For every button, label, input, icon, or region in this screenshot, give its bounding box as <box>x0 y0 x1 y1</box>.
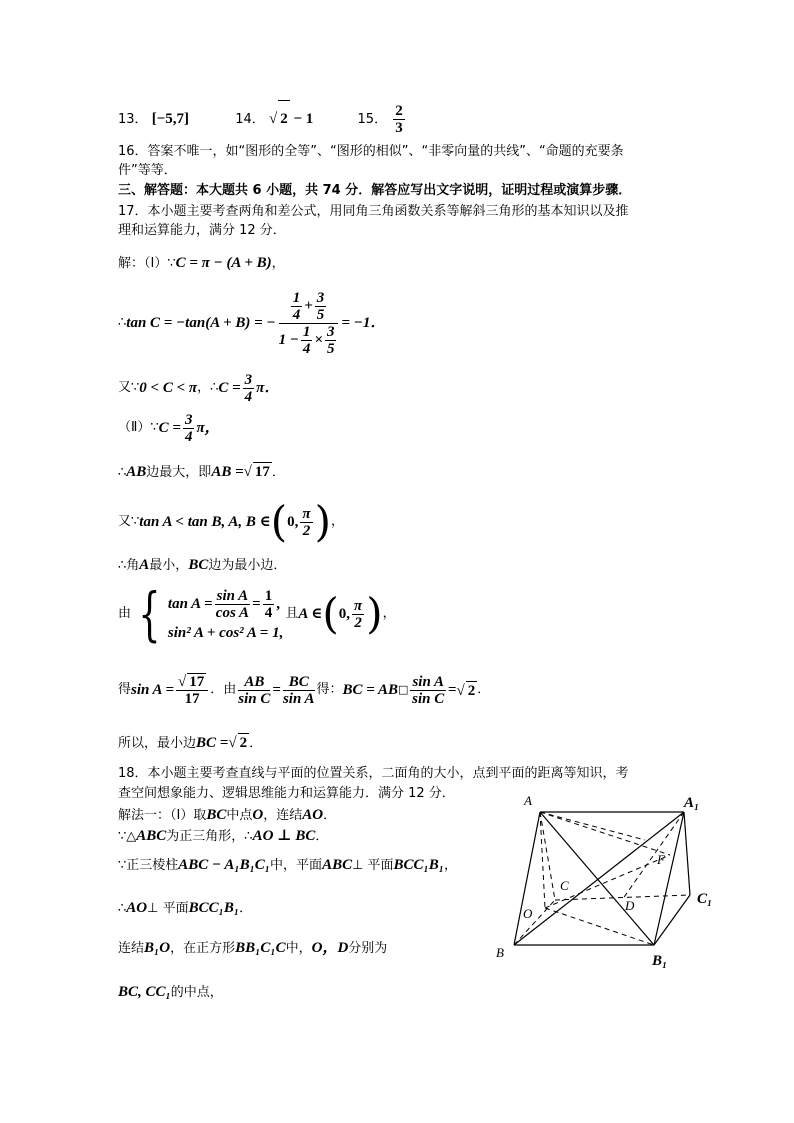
q14-radicand: 2 <box>278 100 290 137</box>
step2-f3 <box>301 324 313 357</box>
section3-heading: 三、解答题：本大题共 6 小题，共 74 分．解答应写出文字说明，证明过程或演算步骤． <box>118 183 632 198</box>
step2-f2-den: 5 <box>316 306 325 323</box>
step2-times: × <box>314 331 323 348</box>
q17-step2 <box>118 287 385 359</box>
step4-eq: C = <box>158 420 181 436</box>
step10-end: ． <box>249 736 263 751</box>
step6-prefix: 又∵ <box>118 514 140 529</box>
step6-end: ， <box>331 514 345 529</box>
label-C: C <box>560 878 569 893</box>
label-B1: B₁ <box>652 953 668 969</box>
step2-big-denominator <box>279 324 339 357</box>
q18-m2 <box>118 827 328 846</box>
step5-prefix: ∴ <box>118 465 127 480</box>
m4-ao: AO <box>126 900 148 916</box>
step1-prefix: 解：（Ⅰ）∵ <box>118 256 176 271</box>
step2-f3-den: 4 <box>302 340 311 357</box>
step3-den: 4 <box>244 388 253 405</box>
m2-mid: 为正三角形，∴ <box>166 829 253 844</box>
step5-text: 边最大，即 <box>146 465 212 480</box>
step3-num: 3 <box>244 371 253 388</box>
step9-bc: BC = AB <box>342 682 399 698</box>
step3-fraction <box>243 372 255 405</box>
row1-trig-fraction <box>215 588 251 621</box>
m1-bc: BC <box>206 807 227 823</box>
m4-mid: ⊥ 平面 <box>147 901 189 916</box>
q15-numerator: 2 <box>395 103 403 119</box>
q18-m1 <box>118 806 336 825</box>
label-A: A <box>524 793 532 808</box>
step7-mid: 最小， <box>149 558 189 573</box>
row1-num: sin A <box>216 587 249 604</box>
q13-answer: [−5,7] <box>151 111 189 127</box>
step6-fraction <box>300 506 312 539</box>
m1-ao: AO <box>302 807 324 823</box>
step10-prefix: 所以，最小边 <box>118 736 197 751</box>
m6-points: BC, CC₁ <box>118 984 171 1000</box>
q17-step3 <box>118 370 279 406</box>
m2-end: ． <box>315 829 329 844</box>
step8-ain: A ∈ <box>298 606 323 622</box>
step2-den-prefix: 1 − <box>278 331 299 348</box>
step9-f2 <box>283 674 315 707</box>
step4-fraction <box>183 412 195 445</box>
q16-line1: 16．答案不唯一，如“图形的全等”、“图形的相似”、“非零向量的共线”、“命题的充要条 <box>118 144 624 159</box>
step9-de2: 得： <box>316 682 343 697</box>
step7-bc: BC <box>188 557 209 573</box>
step3-pi: π． <box>256 380 280 396</box>
label-F: F <box>657 852 665 867</box>
step9-you: ．由 <box>210 682 237 697</box>
step5-ab: AB <box>126 464 147 480</box>
label-D: D <box>625 898 635 913</box>
row1-value-fraction <box>263 588 275 621</box>
step6-expr: tan A < tan B, A, B ∈ <box>139 514 271 530</box>
step2-f1 <box>291 290 303 323</box>
label-O: O <box>523 906 533 921</box>
q15-denominator: 3 <box>395 120 403 136</box>
q17-step4 <box>118 410 220 446</box>
step8-lparen: ( <box>322 589 339 638</box>
step1-equation: C = π − (A + B) <box>175 255 272 271</box>
step2-big-numerator: $\frac{1}{4}$ + $\frac{3}{5}$ <box>279 290 339 324</box>
step8-end: ， <box>382 606 396 621</box>
step6-pi: π <box>302 505 311 522</box>
m2-prefix: ∵△ <box>118 829 137 844</box>
q17-step5 <box>118 462 285 482</box>
step10-radicand: 2 <box>239 735 248 751</box>
step9-eq: = <box>272 682 281 698</box>
m3-prefix: ∵正三棱柱 <box>118 858 179 873</box>
q17-step1 <box>118 254 285 273</box>
m3-prism: ABC − A₁B₁C₁ <box>178 857 271 873</box>
m5-prefix: 连结 <box>118 941 145 956</box>
m5-end: 分别为 <box>348 941 388 956</box>
q16-line2: 件”等等． <box>118 163 177 178</box>
step2-f2 <box>315 290 327 323</box>
m3-abc: ABC <box>322 857 353 873</box>
m1-mid: 中点 <box>226 808 253 823</box>
step9-sina: sin A = <box>131 682 175 698</box>
step7-prefix: ∴角 <box>118 558 140 573</box>
answers-row <box>118 100 407 136</box>
step8-fraction <box>352 598 364 631</box>
step8-row2: sin² A + cos² A = 1, <box>167 625 284 641</box>
step5-sqrt: √ 17 <box>243 464 270 480</box>
step9-box: □ <box>398 683 409 696</box>
step8-system <box>168 585 283 643</box>
step8-you: 由 <box>118 606 132 621</box>
step4-prefix: （Ⅱ）∵ <box>118 420 159 435</box>
m5-square: BB₁C₁C <box>235 940 286 956</box>
m1-prefix: 解法一：（Ⅰ）取 <box>118 808 207 823</box>
q17-intro-line2: 理和运算能力，满分 12 分． <box>118 223 286 238</box>
label-C1: C₁ <box>697 891 713 907</box>
step9-f3-num: sin A <box>412 673 444 690</box>
q17-intro-line1: 17．本小题主要考查两角和差公式，用同角三角函数关系等解斜三角形的基本知识以及推 <box>118 204 629 219</box>
step6-zero: 0, <box>287 514 299 530</box>
q13-number: 13． <box>118 112 148 127</box>
step9-f3 <box>410 674 446 707</box>
step2-f1-den: 4 <box>292 306 301 323</box>
step2-rhs: = −1． <box>341 315 386 331</box>
step9-sqrt-fraction <box>176 673 208 707</box>
prism-solid-edges <box>514 812 690 945</box>
step7-a: A <box>139 557 150 573</box>
q17-step6 <box>118 497 345 546</box>
q14-tail: − 1 <box>289 111 314 127</box>
step8-zero: 0, <box>338 606 351 622</box>
step9-sqrt: √ 2 <box>456 682 476 699</box>
m1-o: O <box>252 807 264 823</box>
step2-f2-num: 3 <box>316 289 325 306</box>
m2-abc: ABC <box>136 828 167 844</box>
prism-labels <box>496 793 712 969</box>
m1-mid2: ，连结 <box>263 808 303 823</box>
step2-f4-den: 5 <box>326 340 335 357</box>
step9-radicand: 2 <box>467 682 476 699</box>
q17-step10 <box>118 733 262 753</box>
step9-den: 17 <box>184 691 200 707</box>
step8-qie: 且 <box>285 606 299 621</box>
step3-eq: C = <box>218 380 241 396</box>
m3-end: ， <box>444 858 458 873</box>
step1-suffix: ， <box>271 256 285 271</box>
q18-intro-line2: 查空间想象能力、逻辑思维能力和运算能力．满分 12 分． <box>118 786 455 801</box>
step3-inequality: 0 < C < π <box>139 380 198 396</box>
q18-intro-line1: 18．本小题主要考查直线与平面的位置关系，二面角的大小，点到平面的距离等知识，考 <box>118 766 629 781</box>
q18-m6 <box>118 983 223 1002</box>
m6-end: 的中点， <box>170 985 223 1000</box>
step2-f4 <box>325 324 337 357</box>
prism-figure <box>490 788 730 978</box>
step6-lparen: ( <box>270 497 288 546</box>
q15-answer <box>393 103 405 136</box>
m5-mid: ，在正方形 <box>170 941 236 956</box>
m3-perp: ⊥ 平面 <box>352 858 394 873</box>
step9-de: 得 <box>118 682 132 697</box>
step10-eq: BC = <box>196 735 229 751</box>
step9-end: ． <box>477 682 491 697</box>
step9-f2-den: sin A <box>282 690 315 707</box>
m4-end: ． <box>239 901 253 916</box>
step3-prefix: 又∵ <box>118 380 140 395</box>
step5-end: ． <box>271 465 285 480</box>
m5-mid2: 中， <box>285 941 312 956</box>
step5-radicand: 17 <box>254 464 270 480</box>
step4-den: 4 <box>184 428 193 445</box>
step9-f1-num: AB <box>238 674 270 691</box>
m5-b1o: B₁O <box>144 940 171 956</box>
step8-brace: { <box>138 580 161 648</box>
step9-f2-num: BC <box>283 674 315 691</box>
label-B: B <box>496 945 504 960</box>
step10-sqrt: √ 2 <box>228 735 248 751</box>
step4-num: 3 <box>184 411 193 428</box>
m1-end: ． <box>323 808 337 823</box>
step9-eq2: = <box>447 682 457 698</box>
step8-rparen: ) <box>366 589 383 638</box>
row1-den: cos A <box>215 604 249 621</box>
step8-row1 <box>168 585 283 623</box>
row1-end: , <box>276 596 280 612</box>
step9-f3-den: sin C <box>412 690 445 707</box>
q17-step9 <box>118 670 490 710</box>
step2-prefix: ∴ <box>118 315 127 330</box>
step2-f1-num: 1 <box>292 289 301 306</box>
step2-f4-num: 3 <box>326 323 335 340</box>
q18-m3 <box>118 856 457 875</box>
step9-f1 <box>238 674 270 707</box>
m4-plane: BCC₁B₁ <box>188 900 240 916</box>
m4-prefix: ∴ <box>118 901 127 916</box>
q18-m5 <box>118 939 387 958</box>
m5-od: O，D <box>311 940 349 956</box>
m3-mid: 中，平面 <box>270 858 323 873</box>
step9-f1-den: sin C <box>238 690 271 707</box>
q17-step8 <box>118 582 396 646</box>
q14-number: 14． <box>235 112 265 127</box>
step3-mid: ，∴ <box>197 380 219 395</box>
step9-num: √ 17 <box>176 673 208 691</box>
row1-eq: = <box>252 596 261 612</box>
step4-pi: π， <box>196 420 220 436</box>
step2-f3-num: 1 <box>302 323 311 340</box>
step9-num-radicand: 17 <box>189 674 205 690</box>
q15-number: 15． <box>357 112 388 127</box>
q17-step7 <box>118 556 286 575</box>
step5-eq: AB = <box>211 464 244 480</box>
m2-ao: AO ⊥ BC <box>252 828 316 844</box>
q14-answer: √ 2 − 1 <box>269 111 313 127</box>
step2-big-fraction <box>279 290 339 357</box>
row1-fden: 4 <box>264 604 273 621</box>
step6-two: 2 <box>302 522 311 539</box>
q18-m4 <box>118 899 252 918</box>
label-A1: A₁ <box>684 795 700 811</box>
step2-lhs: tan C = −tan(A + B) = − <box>126 315 276 331</box>
m3-plane: BCC₁B₁ <box>393 857 445 873</box>
step8-pi: π <box>354 597 363 614</box>
step8-two: 2 <box>354 614 362 631</box>
step6-rparen: ) <box>314 497 332 546</box>
row1-fnum: 1 <box>264 587 273 604</box>
step7-end: 边为最小边． <box>208 558 287 573</box>
row1-lhs: tan A = <box>167 596 213 612</box>
